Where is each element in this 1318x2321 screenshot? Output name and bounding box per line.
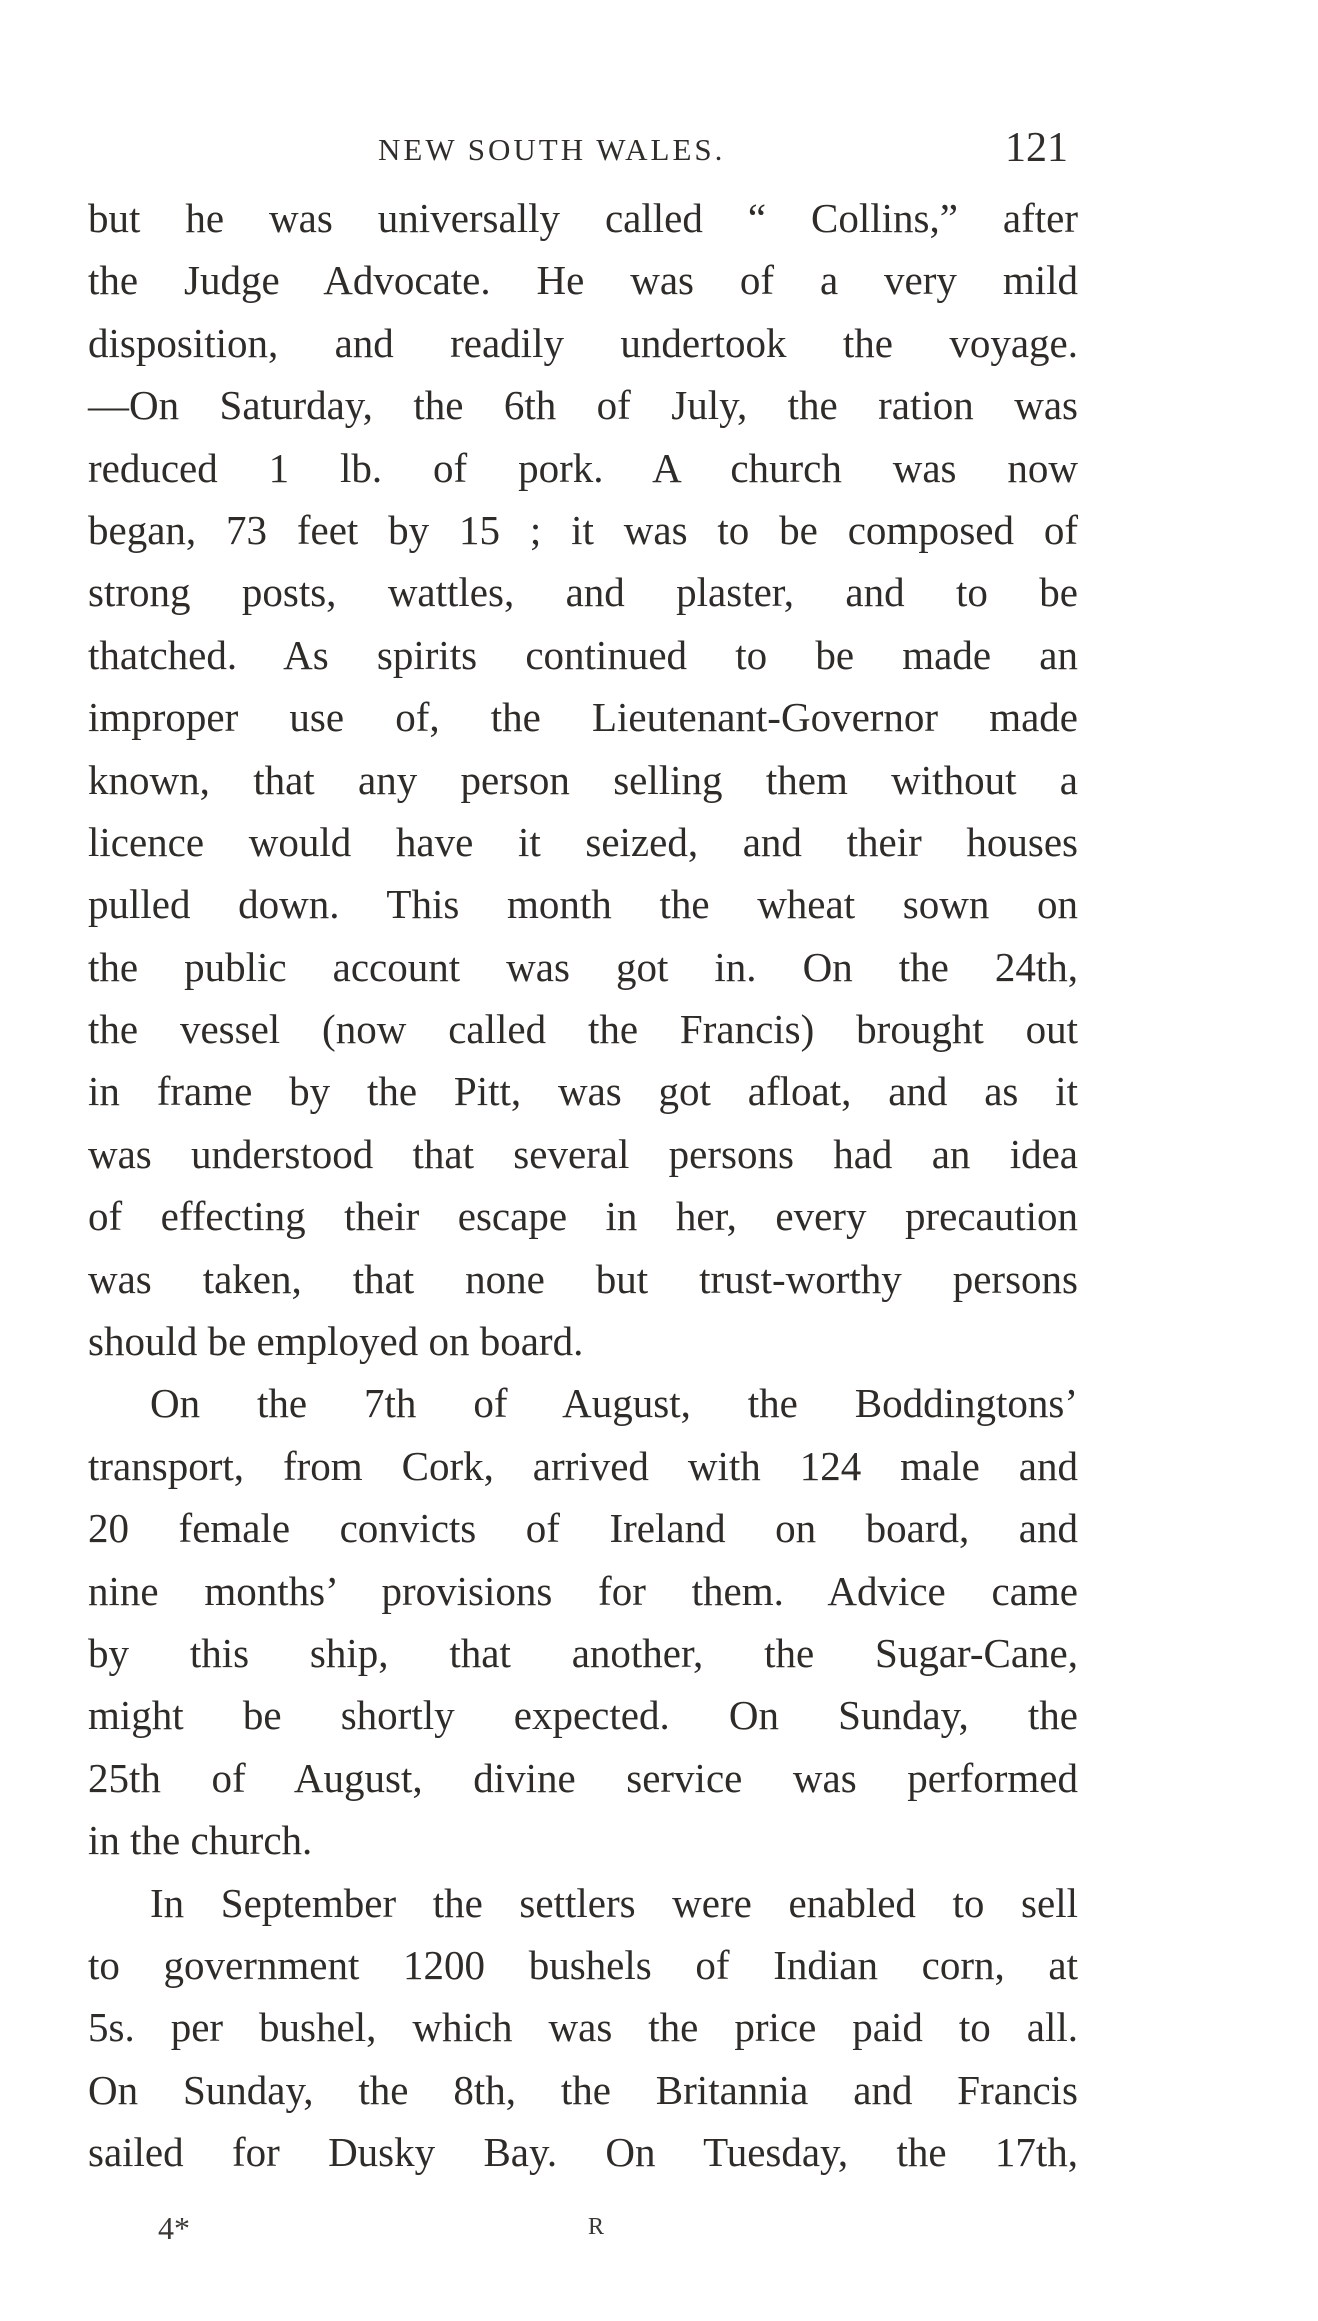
text-line: known, that any person selling them without a — [88, 756, 1078, 803]
text-line: by this ship, that another, the Sugar-Cane, — [88, 1629, 1078, 1676]
text-line: began, 73 feet by 15 ; it was to be composed of — [88, 506, 1078, 553]
text-line: In September the settlers were enabled to sell — [150, 1879, 1078, 1926]
signature-mark: 4* — [158, 2210, 190, 2246]
running-head — [88, 125, 1068, 178]
text-line: in the church. — [88, 1817, 313, 1864]
text-line: licence would have it seized, and their houses — [88, 818, 1078, 865]
text-line: was taken, that none but trust-worthy persons — [88, 1255, 1078, 1302]
text-line: of effecting their escape in her, every precaution — [88, 1193, 1078, 1240]
text-line: should be employed on board. — [88, 1318, 584, 1365]
text-line: strong posts, wattles, and plaster, and to be — [88, 569, 1078, 616]
text-line: On the 7th of August, the Boddingtons’ — [150, 1380, 1078, 1427]
text-line: 5s. per bushel, which was the price paid to all. — [88, 2004, 1078, 2051]
text-line: nine months’ provisions for them. Advice came — [88, 1567, 1078, 1614]
text-line: reduced 1 lb. of pork. A church was now — [88, 444, 1078, 491]
text-line: —On Saturday, the 6th of July, the ration was — [88, 382, 1078, 429]
text-line: pulled down. This month the wheat sown on — [88, 881, 1078, 928]
text-line: might be shortly expected. On Sunday, the — [88, 1692, 1078, 1739]
text-line: in frame by the Pitt, was got afloat, and as it — [88, 1068, 1078, 1115]
text-line: to government 1200 bushels of Indian corn, at — [88, 1941, 1078, 1988]
text-line: was understood that several persons had an idea — [88, 1130, 1078, 1177]
page-number: 121 — [1005, 125, 1068, 171]
text-line: 25th of August, divine service was performed — [88, 1754, 1078, 1801]
text-line: transport, from Cork, arrived with 124 male and — [88, 1442, 1078, 1489]
text-line: but he was universally called “ Collins,” after — [88, 195, 1078, 241]
running-title: NEW SOUTH WALES. — [378, 132, 726, 167]
body-text — [88, 187, 1078, 2184]
text-line: 20 female convicts of Ireland on board, and — [88, 1505, 1078, 1552]
text-line: sailed for Dusky Bay. On Tuesday, the 17th, — [88, 2129, 1078, 2176]
text-line: thatched. As spirits continued to be made an — [88, 631, 1078, 678]
text-line: the Judge Advocate. He was of a very mild — [88, 257, 1078, 304]
text-line: On Sunday, the 8th, the Britannia and Francis — [88, 2066, 1078, 2113]
text-line: the vessel (now called the Francis) brought out — [88, 1006, 1078, 1053]
sheet-letter: R — [588, 2214, 605, 2240]
text-line: improper use of, the Lieutenant-Governor made — [88, 694, 1078, 741]
text-line: the public account was got in. On the 24th, — [88, 943, 1078, 990]
text-line: disposition, and readily undertook the voyage. — [88, 319, 1078, 366]
page-footer — [158, 2210, 758, 2250]
